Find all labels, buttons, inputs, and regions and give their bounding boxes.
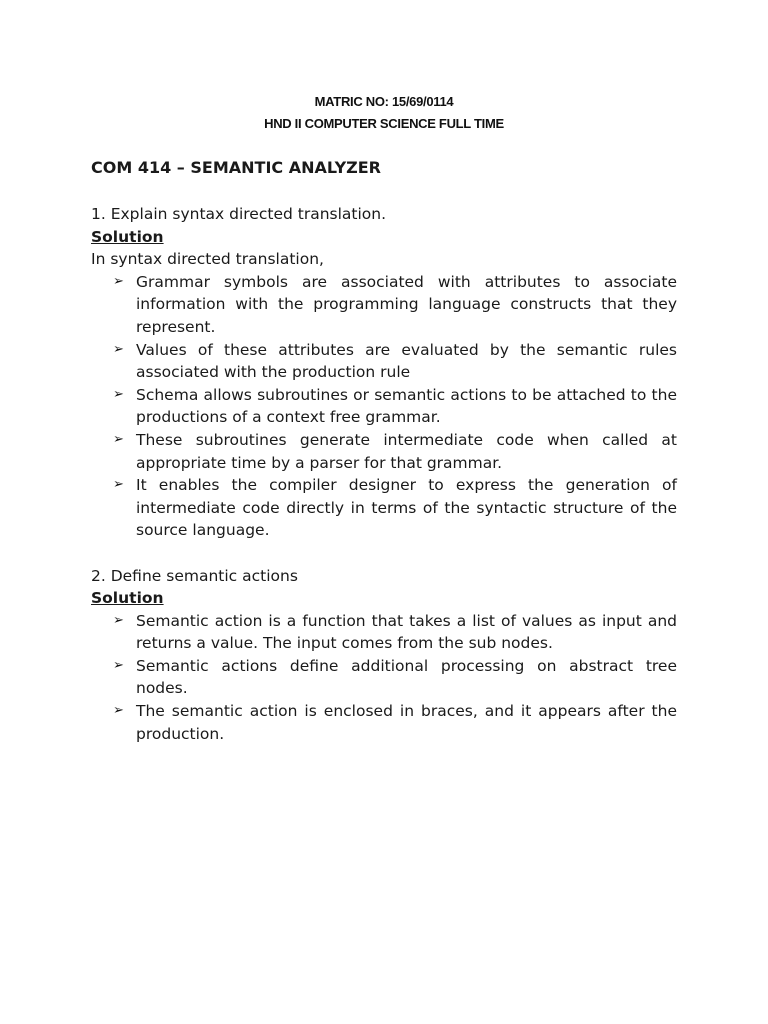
program-line: HND II COMPUTER SCIENCE FULL TIME [264, 116, 504, 131]
list-item-text: The semantic action is enclosed in braces, and it appears after the production. [136, 702, 677, 743]
arrowhead-bullet-icon: ➢ [113, 703, 124, 719]
section-1 [91, 203, 677, 542]
list-item [113, 655, 677, 700]
document-title: COM 414 – SEMANTIC ANALYZER [91, 158, 381, 177]
solution-label-2: Solution [91, 589, 164, 608]
list-item-text: It enables the compiler designer to express the generation of intermediate code directly in terms of the syntactic structure of the source language. [136, 476, 677, 540]
list-item [113, 610, 677, 655]
document-body [91, 156, 677, 745]
matric-number: MATRIC NO: 15/69/0114 [314, 94, 454, 109]
list-item [113, 700, 677, 745]
arrowhead-bullet-icon: ➢ [113, 386, 124, 402]
arrowhead-bullet-icon: ➢ [113, 612, 124, 628]
solution-intro-1: In syntax directed translation, [91, 250, 324, 269]
arrowhead-bullet-icon: ➢ [113, 273, 124, 289]
list-item-text: These subroutines generate intermediate code when called at appropriate time by a parser for that grammar. [136, 430, 677, 472]
list-item [113, 474, 677, 542]
arrowhead-bullet-icon: ➢ [113, 657, 124, 673]
list-item-text: Schema allows subroutines or semantic actions to be attached to the productions of a context free grammar. [136, 385, 677, 427]
list-item-text: Semantic actions define additional processing on abstract tree nodes. [136, 656, 677, 698]
section-2 [91, 565, 677, 746]
arrowhead-bullet-icon: ➢ [113, 341, 124, 357]
list-item-text: Values of these attributes are evaluated by the semantic rules associated with the production rule [136, 340, 677, 382]
list-item [113, 339, 677, 384]
list-item [113, 384, 677, 429]
question-2: 2. Define semantic actions [91, 566, 298, 585]
list-item [113, 429, 677, 474]
bullet-list-1 [91, 271, 677, 542]
bullet-list-2 [91, 610, 677, 746]
list-item-text: Semantic action is a function that takes a list of values as input and returns a value. The input comes from the sub nodes. [136, 611, 677, 653]
section-spacer [91, 542, 677, 565]
question-1: 1. Explain syntax directed translation. [91, 205, 387, 223]
arrowhead-bullet-icon: ➢ [113, 431, 124, 447]
list-item [113, 271, 677, 339]
solution-label-1: Solution [91, 227, 164, 246]
arrowhead-bullet-icon: ➢ [113, 477, 124, 493]
list-item-text: Grammar symbols are associated with attributes to associate information with the programming language constructs that they represent. [136, 272, 677, 336]
